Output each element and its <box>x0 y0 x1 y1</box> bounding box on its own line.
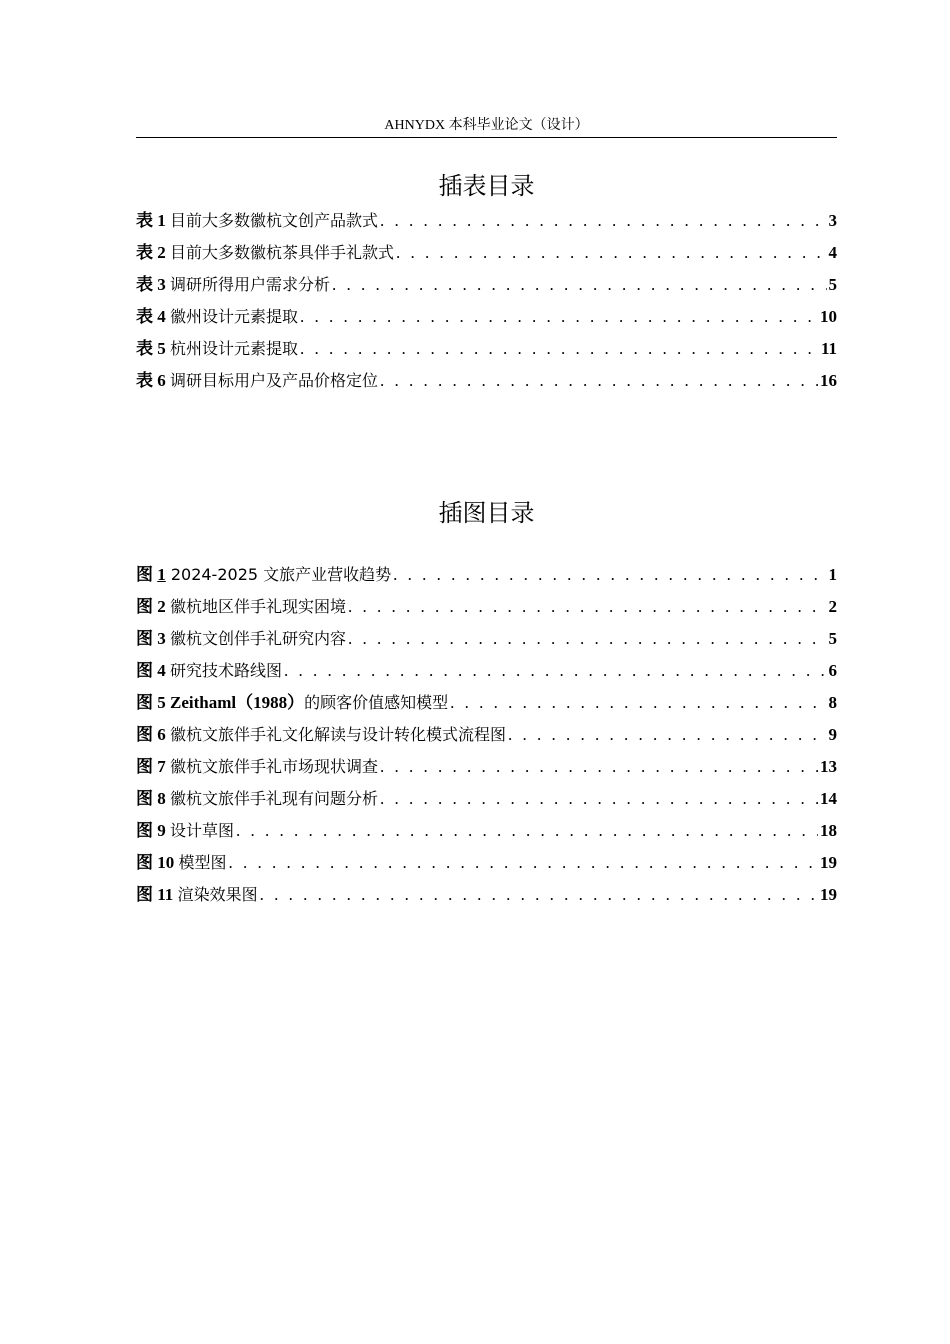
dot-leader <box>284 661 826 681</box>
table-entry-prefix: 表 1 <box>136 211 170 230</box>
figure-entry-page-number: 18 <box>820 821 837 840</box>
table-entry-page-number: 4 <box>828 243 837 262</box>
table-entry-page-number: 10 <box>820 307 837 326</box>
figure-entry-caption: 徽杭文旅伴手礼现有问题分析 <box>170 789 379 808</box>
figure-entry-label <box>136 560 391 585</box>
figure-entry-prefix: 图 7 <box>136 757 170 776</box>
figure-toc-entry[interactable] <box>136 592 837 624</box>
figure-entry-label <box>136 752 378 777</box>
figure-entry-label <box>136 816 234 841</box>
figure-entry-page-number: 8 <box>828 693 837 712</box>
table-toc-entry[interactable] <box>136 366 837 398</box>
dot-leader <box>260 885 818 905</box>
dot-leader <box>396 243 826 263</box>
figure-entry-label <box>136 848 227 873</box>
dot-leader <box>380 757 818 777</box>
figure-entry-page-number: 6 <box>828 661 837 680</box>
figure-entry-page-number: 19 <box>820 853 837 872</box>
table-entry-caption: 调研所得用户需求分析 <box>170 275 331 294</box>
figure-entry-prefix: 图 10 <box>136 853 179 872</box>
figure-toc-entry[interactable] <box>136 720 837 752</box>
table-entry-page-number: 5 <box>828 275 837 294</box>
figure-entry-page-number: 1 <box>828 565 837 584</box>
figure-toc-entry[interactable] <box>136 752 837 784</box>
dot-leader <box>348 629 826 649</box>
figure-toc-entry[interactable] <box>136 816 837 848</box>
dot-leader <box>348 597 826 617</box>
figure-entry-label <box>136 656 282 681</box>
table-toc-entry[interactable] <box>136 206 837 238</box>
table-entry-caption: 杭州设计元素提取 <box>170 339 299 358</box>
figure-entry-label <box>136 720 506 745</box>
header-rule <box>136 137 837 138</box>
table-entry-label <box>136 238 394 263</box>
figure-entry-caption: 模型图 <box>178 853 227 872</box>
table-entry-page-number: 11 <box>820 339 837 358</box>
figure-entry-caption: 的顾客价值感知模型 <box>304 693 449 712</box>
dot-leader <box>300 307 818 327</box>
figure-toc-entry[interactable] <box>136 560 837 592</box>
figure-entry-prefix: 图 8 <box>136 789 170 808</box>
figure-entry-page-number: 5 <box>828 629 837 648</box>
dot-leader <box>332 275 826 295</box>
figure-entry-label <box>136 784 378 809</box>
dot-leader <box>450 693 826 713</box>
figure-toc-entry[interactable] <box>136 624 837 656</box>
dot-leader <box>393 565 826 585</box>
figures-toc-list <box>136 560 837 912</box>
table-toc-entry[interactable] <box>136 238 837 270</box>
dot-leader <box>380 789 818 809</box>
dot-leader <box>380 371 818 391</box>
table-entry-label <box>136 302 298 327</box>
figure-toc-entry[interactable] <box>136 656 837 688</box>
table-entry-label <box>136 270 330 295</box>
figure-entry-label <box>136 624 346 649</box>
table-entry-label <box>136 334 298 359</box>
figure-entry-label <box>136 880 258 905</box>
tables-toc-list <box>136 206 837 398</box>
dot-leader <box>236 821 818 841</box>
dot-leader <box>300 339 819 359</box>
figure-entry-caption: 设计草图 <box>170 821 235 840</box>
figure-entry-page-number: 14 <box>820 789 837 808</box>
table-entry-caption: 调研目标用户及产品价格定位 <box>170 371 379 390</box>
table-toc-entry[interactable] <box>136 270 837 302</box>
figure-entry-caption: 2024-2025 文旅产业营收趋势 <box>165 565 392 584</box>
running-header: AHNYDX 本科毕业论文（设计） <box>384 118 589 133</box>
figure-entry-label <box>136 688 448 713</box>
table-entry-caption: 徽州设计元素提取 <box>170 307 299 326</box>
dot-leader <box>380 211 826 231</box>
table-entry-label <box>136 206 378 231</box>
figure-entry-label <box>136 592 346 617</box>
figure-entry-caption: 徽杭文旅伴手礼文化解读与设计转化模式流程图 <box>170 725 507 744</box>
table-entry-caption: 目前大多数徽杭茶具伴手礼款式 <box>170 243 395 262</box>
figure-toc-entry[interactable] <box>136 688 837 720</box>
table-entry-label <box>136 366 378 391</box>
figure-toc-entry[interactable] <box>136 880 837 912</box>
figure-entry-caption: 徽杭文创伴手礼研究内容 <box>170 629 347 648</box>
figure-entry-prefix: 图 4 <box>136 661 170 680</box>
dot-leader <box>229 853 818 873</box>
figure-entry-prefix: 图 6 <box>136 725 170 744</box>
figure-toc-entry[interactable] <box>136 784 837 816</box>
table-entry-page-number: 3 <box>828 211 837 230</box>
tables-toc-title: 插表目录 <box>438 172 535 200</box>
table-toc-entry[interactable] <box>136 334 837 366</box>
table-entry-prefix: 表 6 <box>136 371 170 390</box>
figure-entry-page-number: 19 <box>820 885 837 904</box>
table-entry-prefix: 表 5 <box>136 339 170 358</box>
figure-entry-caption: 徽杭文旅伴手礼市场现状调查 <box>170 757 379 776</box>
figure-entry-prefix: 图 2 <box>136 597 170 616</box>
table-entry-prefix: 表 3 <box>136 275 170 294</box>
figure-entry-caption: 渲染效果图 <box>177 885 258 904</box>
figure-entry-page-number: 13 <box>820 757 837 776</box>
figure-entry-page-number: 9 <box>828 725 837 744</box>
figures-toc-title: 插图目录 <box>438 499 535 527</box>
dot-leader <box>508 725 826 745</box>
figure-entry-number: 1 <box>157 565 166 584</box>
table-entry-prefix: 表 2 <box>136 243 170 262</box>
figure-entry-page-number: 2 <box>828 597 837 616</box>
figure-entry-prefix: 图 3 <box>136 629 170 648</box>
table-toc-entry[interactable] <box>136 302 837 334</box>
table-entry-caption: 目前大多数徽杭文创产品款式 <box>170 211 379 230</box>
figure-entry-caption: 研究技术路线图 <box>170 661 283 680</box>
figure-entry-prefix: 图 <box>136 565 158 584</box>
figure-entry-caption: 徽杭地区伴手礼现实困境 <box>170 597 347 616</box>
figure-entry-prefix: 图 11 <box>136 885 178 904</box>
table-entry-page-number: 16 <box>820 371 837 390</box>
figure-toc-entry[interactable] <box>136 848 837 880</box>
figure-entry-prefix: 图 9 <box>136 821 170 840</box>
figure-entry-prefix: 图 5 Zeithaml（1988） <box>136 693 305 712</box>
table-entry-prefix: 表 4 <box>136 307 170 326</box>
